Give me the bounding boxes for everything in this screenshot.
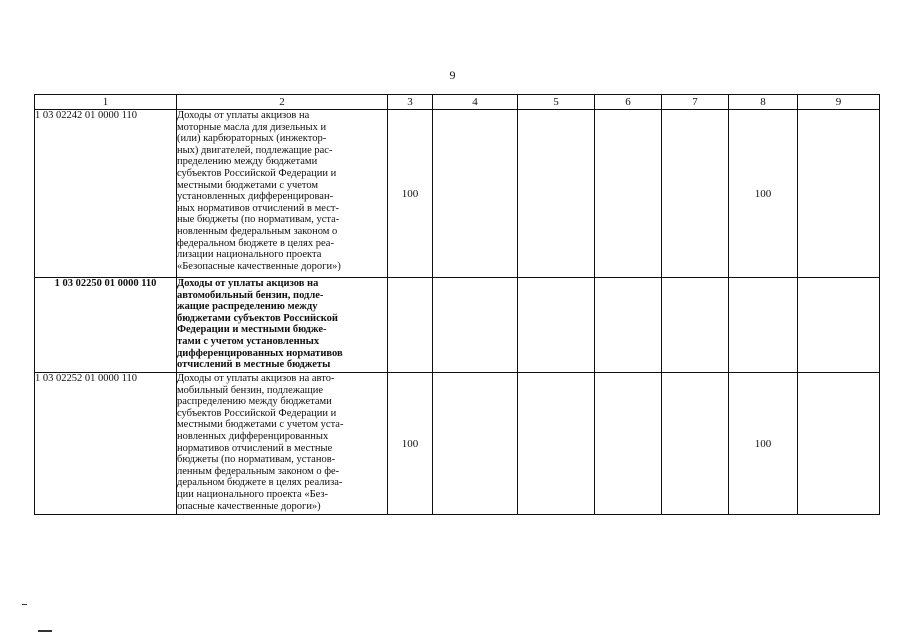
scan-mark <box>38 630 52 632</box>
col-4-value <box>433 110 518 278</box>
revenue-description-cell <box>177 278 388 373</box>
col-3-value <box>388 278 433 373</box>
description-line: Доходы от уплаты акцизов на <box>177 278 319 289</box>
description-line: ции национального проекта «Без- <box>177 488 329 500</box>
table-row <box>35 278 880 373</box>
header-row <box>35 95 880 110</box>
description-line: отчислений в местные бюджеты <box>177 359 331 371</box>
col-4-value <box>433 373 518 515</box>
description-line: дифференцированных нормативов <box>177 347 343 359</box>
col-9-value <box>798 278 880 373</box>
header-col-6: 6 <box>595 95 662 110</box>
page-number: 9 <box>449 68 456 82</box>
header-col-2: 2 <box>177 95 388 110</box>
header-col-9: 9 <box>798 95 880 110</box>
col-3-value: 100 <box>388 110 433 278</box>
description-line: новленных дифференцированных <box>177 430 329 442</box>
header-col-3: 3 <box>388 95 433 110</box>
revenue-code-cell: 1 03 02250 01 0000 110 <box>35 278 177 373</box>
description-line: Федерации и местными бюдже- <box>177 324 327 336</box>
description-line: новленным федеральным законом о <box>177 225 338 237</box>
description-line: бюджеты (по нормативам, установ- <box>177 454 336 466</box>
description-line: ных) двигателей, подлежащие рас- <box>177 144 333 156</box>
description-line: ленным федеральным законом о фе- <box>177 465 340 477</box>
description-line: ные бюджеты (по нормативам, уста- <box>177 214 340 226</box>
header-col-1: 1 <box>35 95 177 110</box>
col-7-value <box>662 278 729 373</box>
revenue-description-cell <box>177 110 388 278</box>
description-line: ных нормативов отчислений в мест- <box>177 202 339 214</box>
col-6-value <box>595 373 662 515</box>
revenue-code-cell: 1 03 02252 01 0000 110 <box>35 373 177 515</box>
col-8-value <box>729 278 798 373</box>
description-line: деральном бюджете в целях реализа- <box>177 477 343 489</box>
description-line: жащие распределению между <box>177 301 318 313</box>
col-7-value <box>662 110 729 278</box>
description-line: Доходы от уплаты акцизов на авто- <box>177 373 335 384</box>
description-line: тами с учетом установленных <box>177 335 320 347</box>
col-7-value <box>662 373 729 515</box>
description-line: нормативов отчислений в местные <box>177 442 333 454</box>
col-8-value: 100 <box>729 110 798 278</box>
description-line: субъектов Российской Федерации и <box>177 167 337 179</box>
description-line: местными бюджетами с учетом <box>177 179 319 191</box>
header-col-4: 4 <box>433 95 518 110</box>
description-line: лизации национального проекта <box>177 249 322 261</box>
col-3-value: 100 <box>388 373 433 515</box>
col-6-value <box>595 110 662 278</box>
description-line: опасные качественные дороги») <box>177 500 321 512</box>
description-line: установленных дифференцирован- <box>177 191 334 203</box>
description-line: Доходы от уплаты акцизов на <box>177 110 310 121</box>
revenue-description-cell <box>177 373 388 515</box>
table-row <box>35 110 880 278</box>
description-line: мобильный бензин, подлежащие <box>177 384 324 396</box>
header-col-5: 5 <box>518 95 595 110</box>
col-5-value <box>518 373 595 515</box>
description-line: автомобильный бензин, подле- <box>177 289 324 301</box>
col-5-value <box>518 278 595 373</box>
description-line: бюджетами субъектов Российской <box>177 312 338 324</box>
col-6-value <box>595 278 662 373</box>
header-col-8: 8 <box>729 95 798 110</box>
description-line: федеральном бюджете в целях реа- <box>177 237 334 249</box>
description-line: (или) карбюраторных (инжектор- <box>177 133 327 145</box>
revenue-code-cell: 1 03 02242 01 0000 110 <box>35 110 177 278</box>
table-row <box>35 373 880 515</box>
col-9-value <box>798 373 880 515</box>
col-9-value <box>798 110 880 278</box>
description-line: пределению между бюджетами <box>177 156 318 168</box>
col-4-value <box>433 278 518 373</box>
description-line: местными бюджетами с учетом уста- <box>177 419 344 431</box>
scan-mark <box>22 604 27 605</box>
header-col-7: 7 <box>662 95 729 110</box>
description-line: субъектов Российской Федерации и <box>177 407 337 419</box>
col-5-value <box>518 110 595 278</box>
description-line: «Безопасные качественные дороги») <box>177 260 341 272</box>
description-line: моторные масла для дизельных и <box>177 121 327 133</box>
description-line: распределению между бюджетами <box>177 396 332 408</box>
budget-revenue-table <box>34 94 880 515</box>
col-8-value: 100 <box>729 373 798 515</box>
